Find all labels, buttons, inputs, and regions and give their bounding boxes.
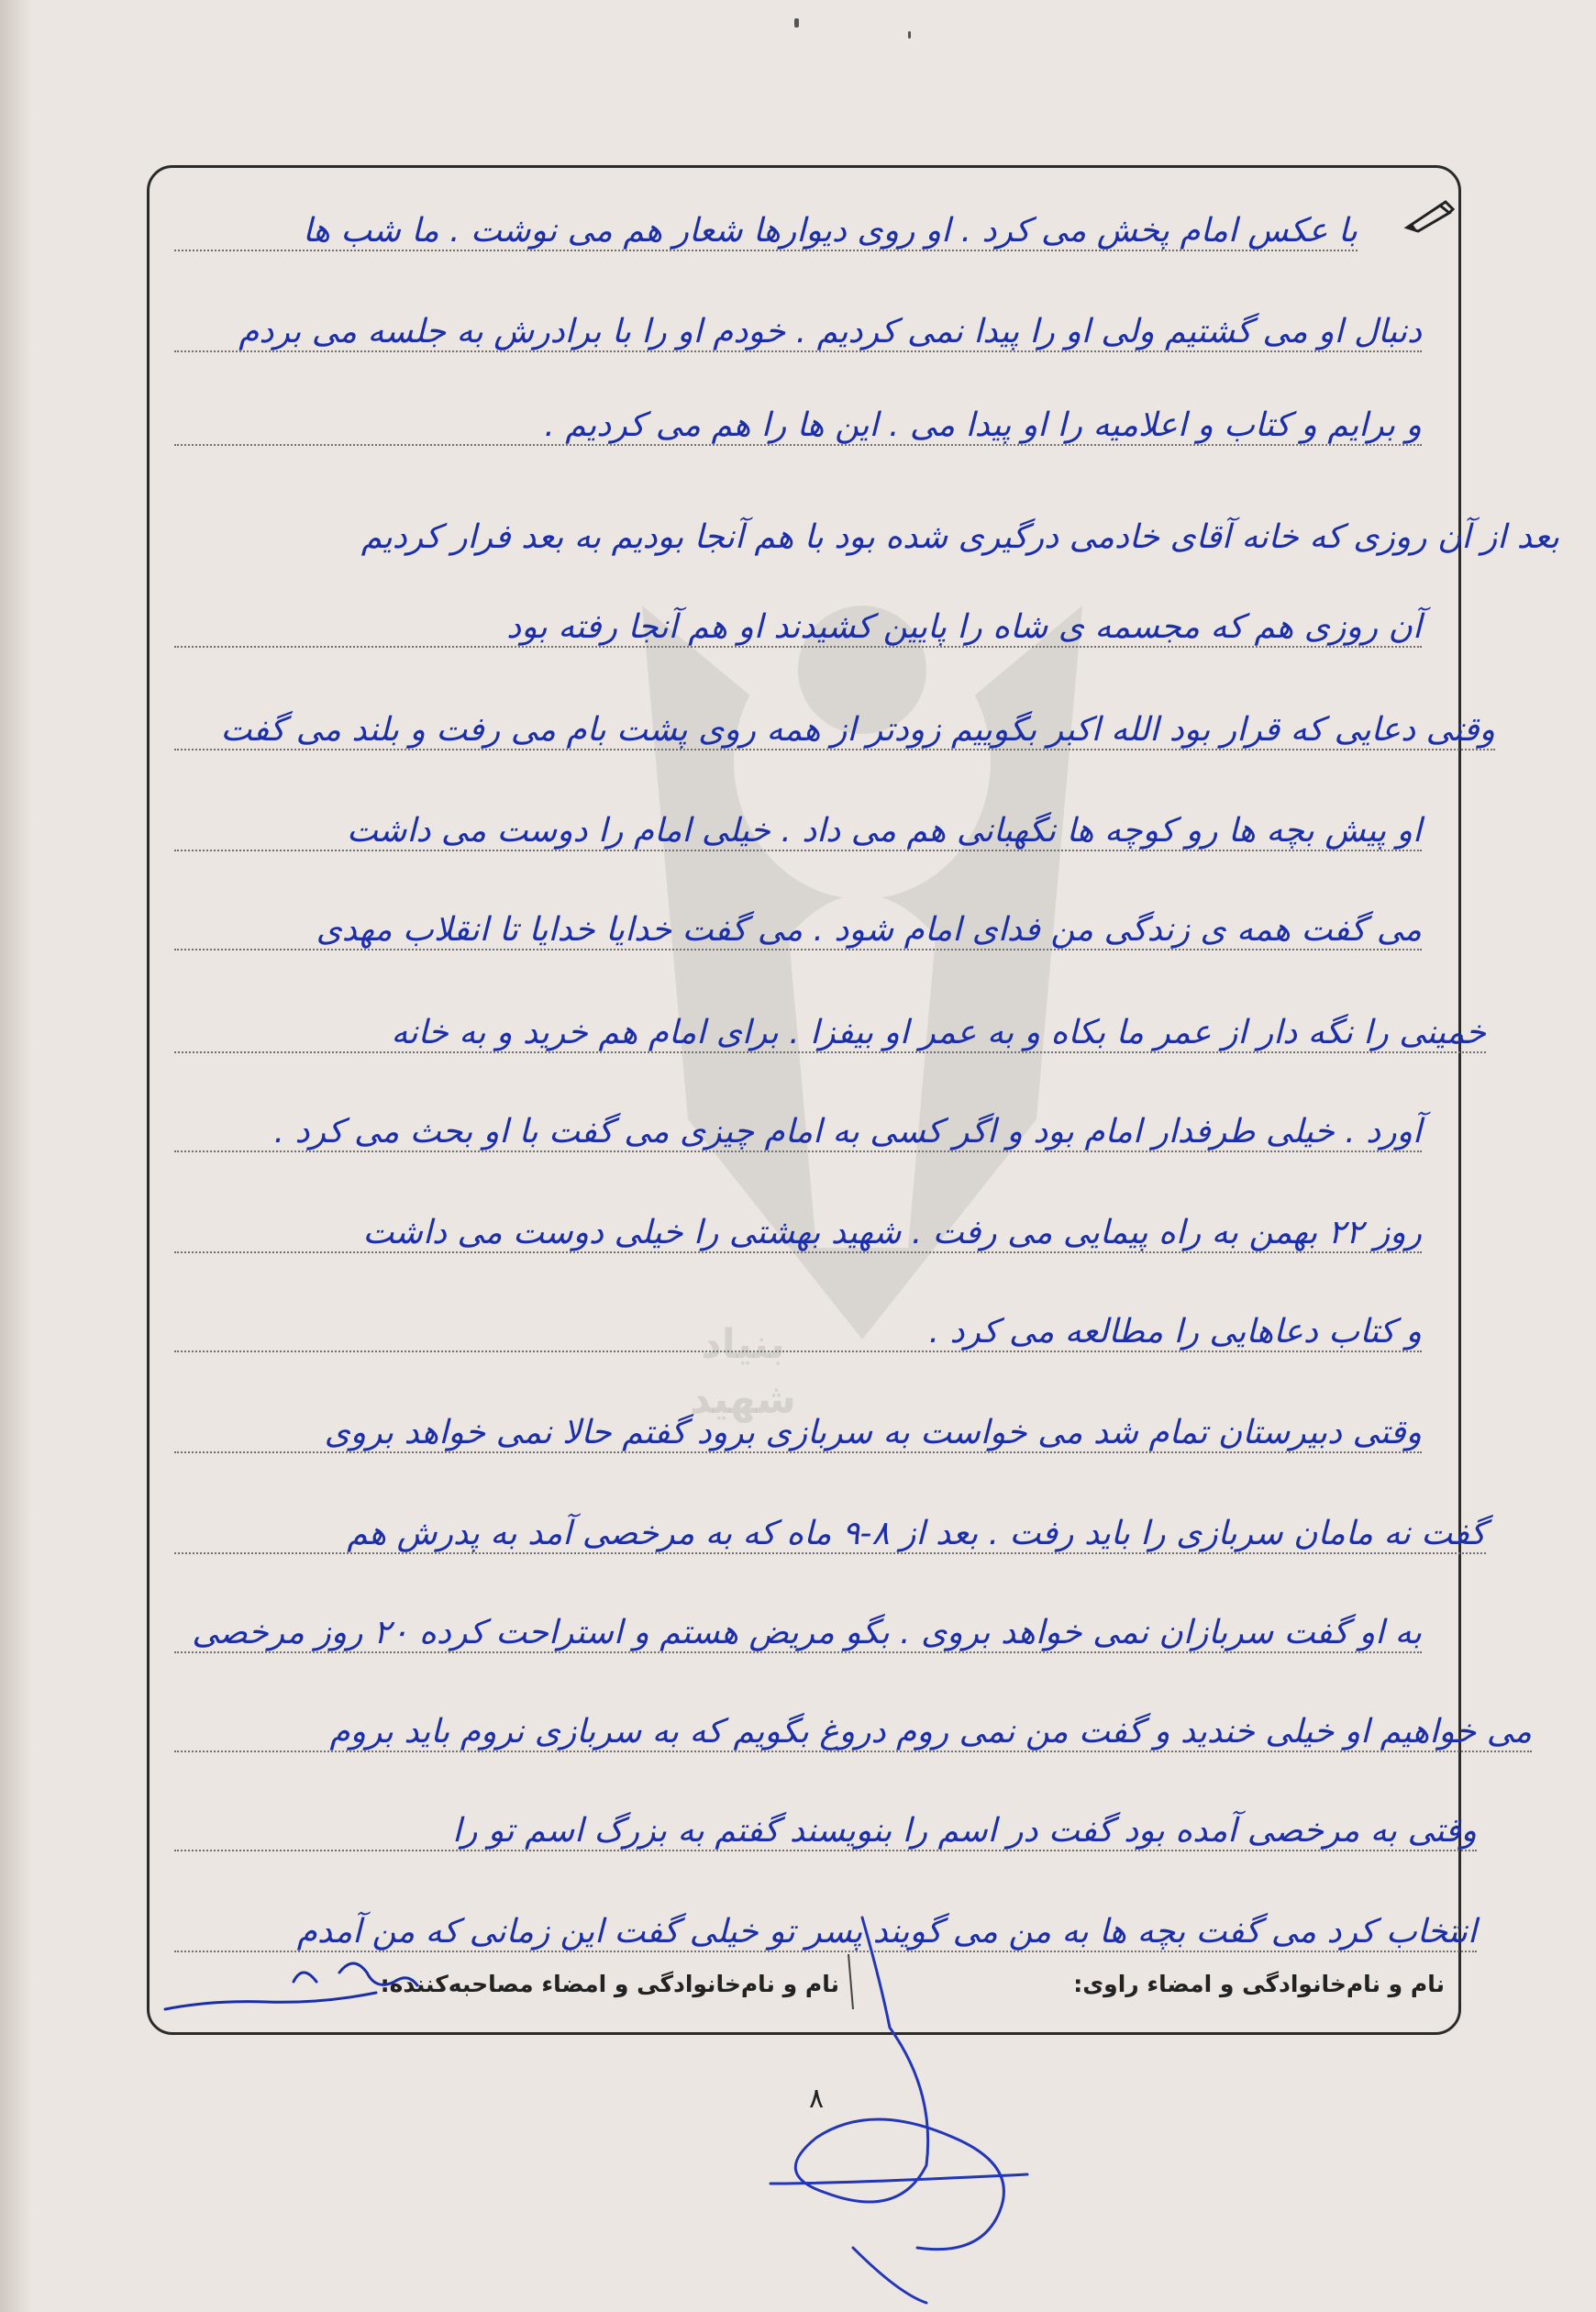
narrator-signature-label: نام و نام‌خانوادگی و امضاء راوی: [1073, 1971, 1445, 1997]
handwritten-line [174, 1083, 1422, 1152]
handwritten-line [174, 376, 1422, 446]
line-text: با عکس امام پخش می کرد . او روی دیوارها شعار هم می نوشت . ما شب ها [303, 212, 1358, 250]
handwritten-line [174, 1184, 1422, 1253]
handwritten-line [174, 1584, 1422, 1653]
line-text: خمینی را نگه دار از عمر ما بکاه و به عمر او بیفزا . برای امام هم خرید و به خانه [391, 1014, 1486, 1051]
line-text: آن روزی هم که مجسمه ی شاه را پایین کشیدند او هم آنجا رفته بود [506, 608, 1422, 646]
handwritten-line [174, 1683, 1532, 1752]
watermark-text: شهید [690, 1376, 796, 1423]
line-text: او پیش بچه ها رو کوچه ها نگهبانی هم می داد . خیلی امام را دوست می داشت [346, 812, 1422, 850]
line-text: وقتی دبیرستان تمام شد می خواست به سربازی برود گفتم حالا نمی خواهد بروی [324, 1414, 1422, 1451]
handwritten-line [174, 1782, 1477, 1851]
paper-edge-shadow [0, 0, 31, 2312]
line-text: و برایم و کتاب و اعلامیه را او پیدا می . این ها را هم می کردیم . [544, 406, 1422, 444]
line-text: وقتی به مرخصی آمده بود گفت در اسم را بنویسند گفتم به بزرگ اسم تو را [452, 1812, 1477, 1850]
pen-icon [1403, 200, 1455, 233]
watermark-text: بنیاد [701, 1321, 785, 1368]
handwritten-line [174, 1283, 1422, 1352]
line-text: می خواهیم او خیلی خندید و گفت من نمی روم دروغ بگویم که به سربازی نروم باید بروم [329, 1713, 1532, 1751]
line-text: انتخاب کرد می گفت بچه ها به من می گویند پسر تو خیلی گفت این زمانی که من آمدم [296, 1913, 1477, 1951]
line-text: گفت نه مامان سربازی را باید رفت . بعد از ۸-۹ ماه که به مرخصی آمد به پدرش هم [347, 1515, 1486, 1552]
handwritten-line [174, 1384, 1422, 1453]
line-text: و کتاب دعاهایی را مطالعه می کرد . [928, 1313, 1422, 1351]
narrator-signature [156, 1945, 431, 2028]
handwritten-line [174, 881, 1422, 950]
handwritten-line [174, 182, 1358, 251]
handwritten-line [174, 984, 1486, 1053]
interviewer-signature-label: نام و نام‌خانوادگی و امضاء مصاحبه‌کننده: [380, 1971, 839, 1997]
handwritten-line [174, 681, 1495, 750]
handwritten-line [174, 1484, 1486, 1554]
handwritten-line [174, 488, 1559, 556]
line-text: وقتی دعایی که قرار بود الله اکبر بگوییم زودتر از همه روی پشت بام می رفت و بلند می گفت [220, 711, 1495, 749]
line-text: روز ۲۲ بهمن به راه پیمایی می رفت . شهید بهشتی را خیلی دوست می داشت [362, 1214, 1422, 1251]
line-text: می گفت همه ی زندگی من فدای امام شود . می گفت خدایا خدایا تا انقلاب مهدی [316, 911, 1422, 949]
handwritten-line [174, 283, 1422, 352]
interviewer-signature [715, 1908, 1101, 2312]
line-text: به او گفت سربازان نمی خواهد بروی . بگو مریض هستم و استراحت کرده ۲۰ روز مرخصی [192, 1614, 1422, 1651]
scan-mark [794, 18, 799, 28]
line-text: آورد . خیلی طرفدار امام بود و اگر کسی به امام چیزی می گفت با او بحث می کرد . [273, 1113, 1422, 1150]
handwritten-line [174, 578, 1422, 648]
handwritten-line [174, 782, 1422, 851]
scan-mark [908, 31, 911, 39]
line-text: دنبال او می گشتیم ولی او را پیدا نمی کردیم . خودم او را با برادرش به جلسه می بردم [238, 313, 1422, 350]
page-number: ۸ [809, 2083, 825, 2115]
line-text: بعد از آن روزی که خانه آقای خادمی درگیری شده بود با هم آنجا بودیم به بعد فرار کردیم [360, 518, 1559, 556]
